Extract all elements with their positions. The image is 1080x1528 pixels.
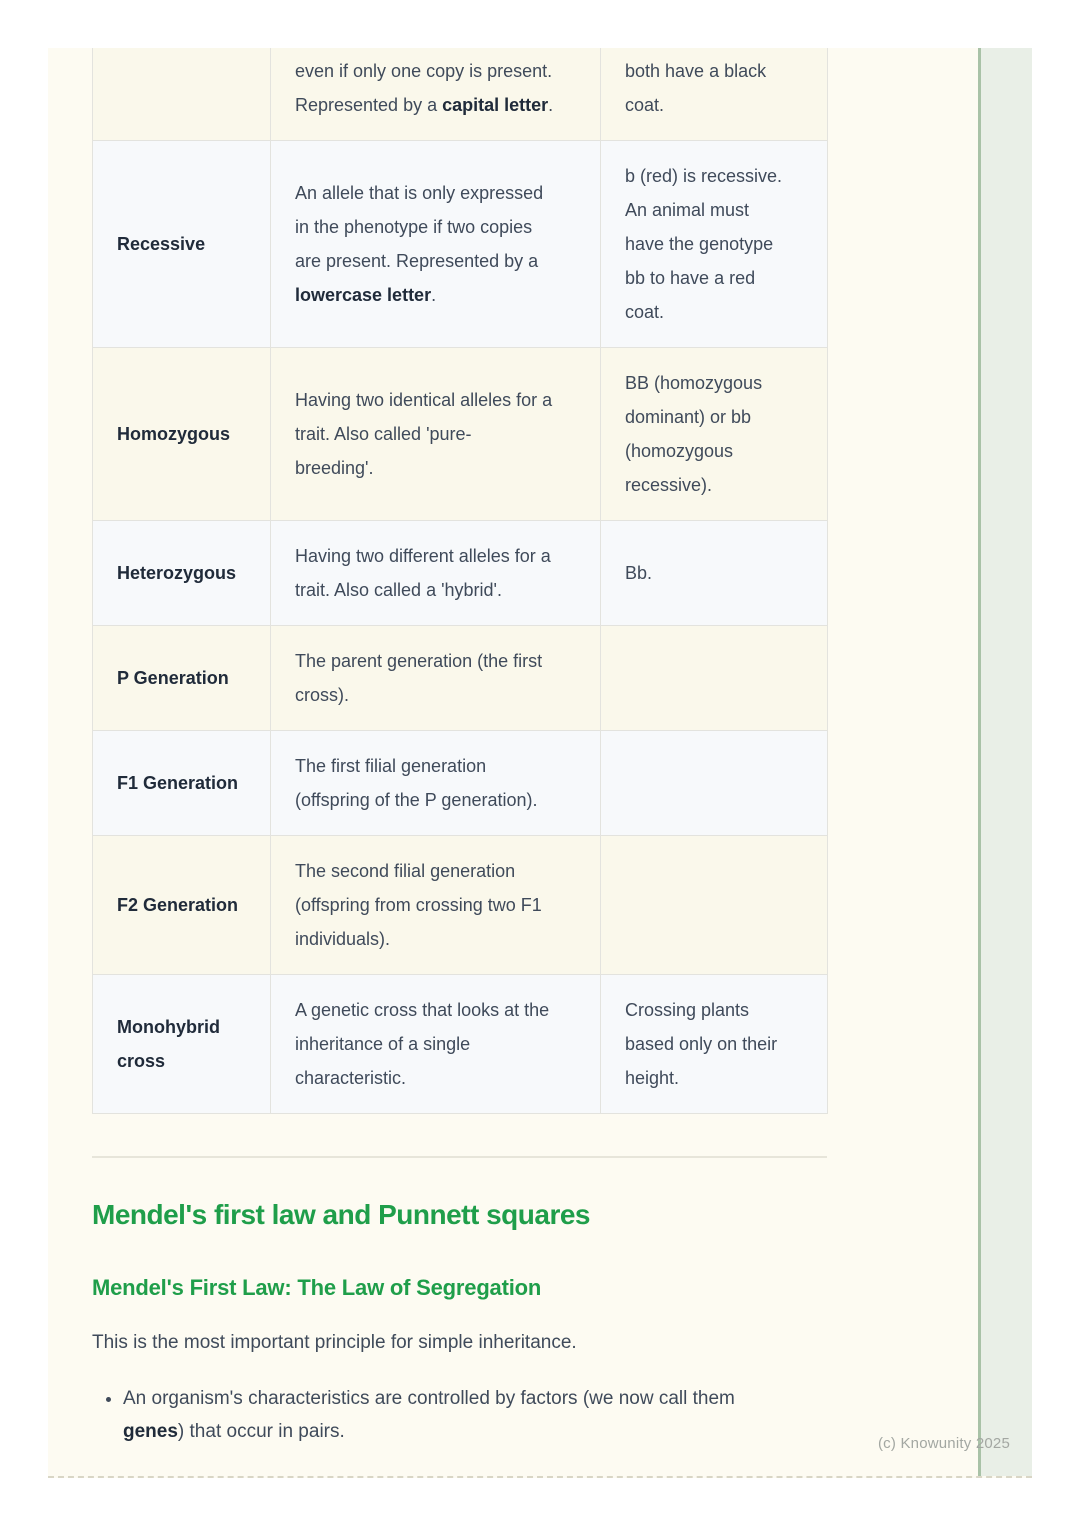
example-cell bbox=[601, 731, 828, 836]
intro-paragraph: This is the most important principle for simple inheritance. bbox=[92, 1332, 577, 1353]
table-row bbox=[93, 348, 828, 521]
term-cell: Recessive bbox=[93, 141, 271, 348]
example-cell: Crossing plants based only on their height. bbox=[601, 975, 828, 1114]
copyright-notice: (c) Knowunity 2025 bbox=[877, 1435, 1010, 1452]
table-row bbox=[93, 836, 828, 975]
definition-cell: even if only one copy is present. Represented by a capital letter. bbox=[271, 48, 601, 141]
table-row bbox=[93, 731, 828, 836]
example-cell: Bb. bbox=[601, 521, 828, 626]
list-item: • An organism's characteristics are controlled by factors (we now call them genes) that occur in pairs. bbox=[123, 1382, 827, 1448]
table-row bbox=[93, 48, 828, 141]
example-cell bbox=[601, 836, 828, 975]
table-row bbox=[93, 521, 828, 626]
term-cell: F1 Generation bbox=[93, 731, 271, 836]
definition-cell: The second filial generation (offspring from crossing two F1 individuals). bbox=[271, 836, 601, 975]
term-cell bbox=[93, 48, 271, 141]
table-row bbox=[93, 626, 828, 731]
example-cell: BB (homozygous dominant) or bb (homozygous recessive). bbox=[601, 348, 828, 521]
page-right-accent-strip bbox=[978, 48, 1032, 1476]
genetics-glossary-table bbox=[92, 48, 828, 1114]
table-row bbox=[93, 141, 828, 348]
term-cell: Monohybrid cross bbox=[93, 975, 271, 1114]
definition-cell: Having two different alleles for a trait. Also called a 'hybrid'. bbox=[271, 521, 601, 626]
table-row bbox=[93, 975, 828, 1114]
example-cell: b (red) is recessive. An animal must have the genotype bb to have a red coat. bbox=[601, 141, 828, 348]
example-cell: both have a black coat. bbox=[601, 48, 828, 141]
section-heading: Mendel's first law and Punnett squares bbox=[92, 1199, 590, 1230]
section-divider bbox=[92, 1156, 827, 1158]
term-cell: Heterozygous bbox=[93, 521, 271, 626]
definition-cell: A genetic cross that looks at the inheritance of a single characteristic. bbox=[271, 975, 601, 1114]
page-content bbox=[92, 48, 827, 1448]
term-cell: F2 Generation bbox=[93, 836, 271, 975]
document-page bbox=[48, 48, 1032, 1478]
example-cell bbox=[601, 626, 828, 731]
definition-cell: The first filial generation (offspring of the P generation). bbox=[271, 731, 601, 836]
term-cell: Homozygous bbox=[93, 348, 271, 521]
definition-cell: Having two identical alleles for a trait. Also called 'pure- breeding'. bbox=[271, 348, 601, 521]
bullet-list bbox=[92, 1382, 827, 1448]
definition-cell: The parent generation (the first cross). bbox=[271, 626, 601, 731]
term-cell: P Generation bbox=[93, 626, 271, 731]
definition-cell: An allele that is only expressed in the phenotype if two copies are present. Represented by a lowercase letter. bbox=[271, 141, 601, 348]
subsection-heading: Mendel's First Law: The Law of Segregation bbox=[92, 1275, 542, 1300]
glossary-table-body bbox=[93, 48, 828, 1114]
